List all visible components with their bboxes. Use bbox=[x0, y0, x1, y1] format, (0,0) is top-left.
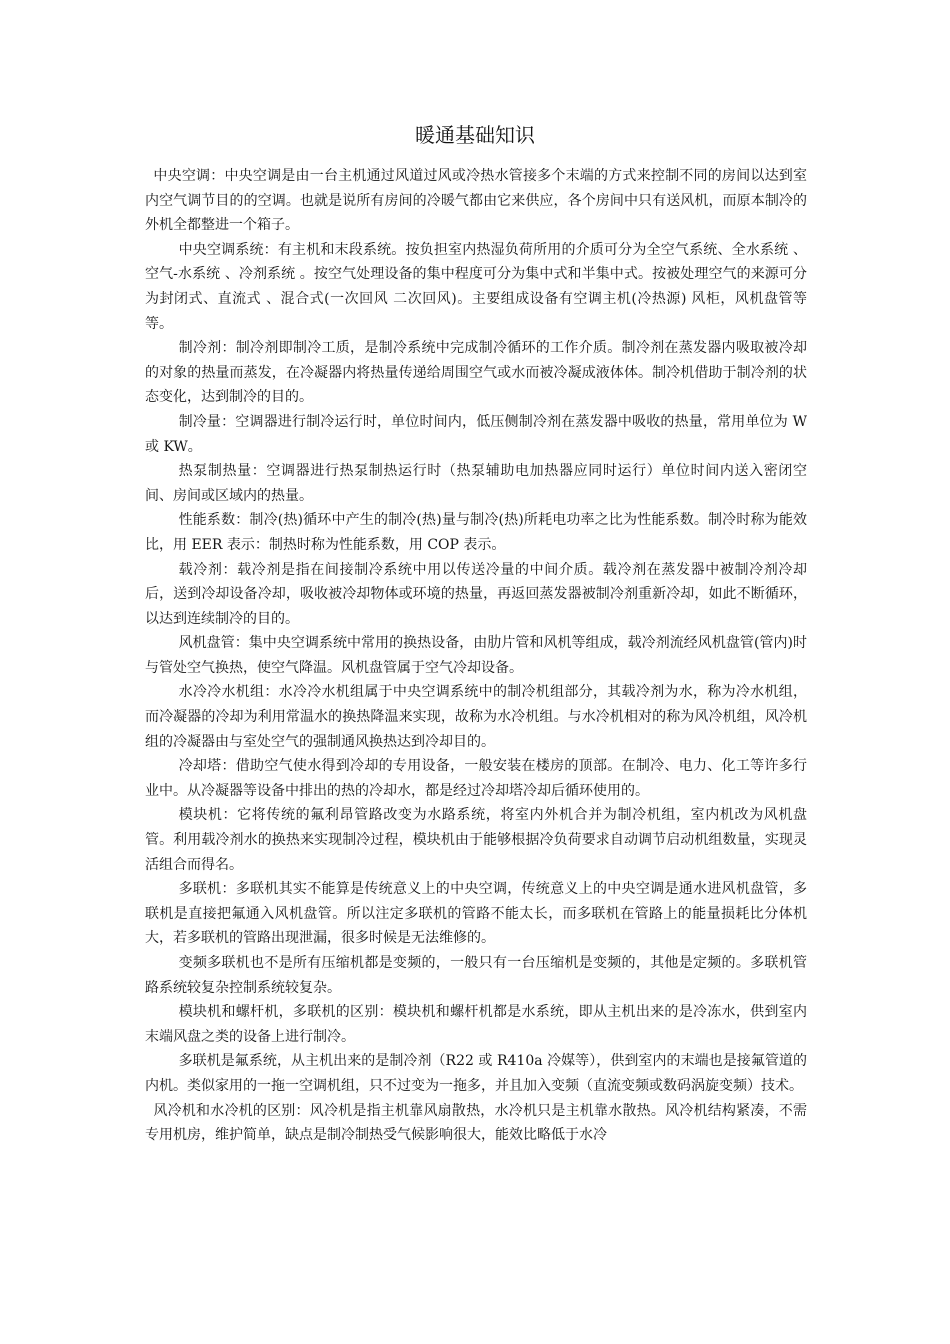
paragraph: 制冷量：空调器进行制冷运行时，单位时间内，低压侧制冷剂在蒸发器中吸收的热量，常用单位为 W 或 KW。 bbox=[145, 413, 807, 455]
document-title: 暖通基础知识 bbox=[415, 123, 535, 147]
paragraph: 载冷剂：载冷剂是指在间接制冷系统中用以传送冷量的中间介质。载冷剂在蒸发器中被制冷剂冷却后，送到冷却设备冷却，吸收被冷却物体或环境的热量，再返回蒸发器被制冷剂重新冷却，如此不断循环，以达到连续制冷的目的。 bbox=[145, 561, 807, 627]
paragraph: 中央空调系统：有主机和末段系统。按负担室内热湿负荷所用的介质可分为全空气系统、全水系统 、空气-水系统 、冷剂系统 。按空气处理设备的集中程度可分为集中式和半集中式。按被处理空气的来源可分为封闭式、直流式 、混合式(一次回风 二次回风)。主要组成设备有空调主机(冷热源) 风柜，风机盘管等等。 bbox=[145, 241, 807, 332]
paragraph: 热泵制热量：空调器进行热泵制热运行时（热泵辅助电加热器应同时运行）单位时间内送入密闭空间、房间或区域内的热量。 bbox=[145, 463, 807, 504]
document-body bbox=[145, 164, 807, 1148]
paragraph: 风冷机和水冷机的区别：风冷机是指主机靠风扇散热，水冷机只是主机靠水散热。风冷机结构紧凑，不需专用机房，维护简单，缺点是制冷制热受气候影响很大，能效比略低于水冷 bbox=[145, 1102, 807, 1144]
paragraph: 多联机：多联机其实不能算是传统意义上的中央空调，传统意义上的中央空调是通水进风机盘管，多联机是直接把氟通入风机盘管。所以注定多联机的管路不能太长，而多联机在管路上的能量损耗比分体机大，若多联机的管路出现泄漏，很多时候是无法维修的。 bbox=[145, 881, 807, 947]
paragraph: 中央空调：中央空调是由一台主机通过风道过风或冷热水管接多个末端的方式来控制不同的房间以达到室内空气调节目的的空调。也就是说所有房间的冷暖气都由它来供应，各个房间中只有送风机，而原本制冷的外机全都整进一个箱子。 bbox=[145, 168, 807, 234]
paragraph: 性能系数：制冷(热)循环中产生的制冷(热)量与制冷(热)所耗电功率之比为性能系数。制冷时称为能效比，用 EER 表示：制热时称为性能系数，用 COP 表示。 bbox=[145, 512, 807, 553]
paragraph: 变频多联机也不是所有压缩机都是变频的，一般只有一台压缩机是变频的，其他是定频的。多联机管路系统较复杂控制系统较复杂。 bbox=[145, 955, 807, 996]
paragraph: 多联机是氟系统，从主机出来的是制冷剂（R22 或 R410a 冷媒等），供到室内的末端也是接氟管道的内机。类似家用的一拖一空调机组，只不过变为一拖多，并且加入变频（直流变频或数码涡旋变频）技术。 bbox=[145, 1053, 807, 1094]
paragraph: 制冷剂：制冷剂即制冷工质，是制冷系统中完成制冷循环的工作介质。制冷剂在蒸发器内吸取被冷却的对象的热量而蒸发，在冷凝器内将热量传递给周围空气或水而被冷凝成液体体。制冷机借助于制冷剂的状态变化，达到制冷的目的。 bbox=[145, 340, 807, 406]
paragraph: 模块机：它将传统的氟利昂管路改变为水路系统，将室内外机合并为制冷机组，室内机改为风机盘管。利用载冷剂水的换热来实现制冷过程，模块机由于能够根据冷负荷要求自动调节启动机组数量，实现灵活组合而得名。 bbox=[145, 807, 807, 873]
paragraph: 冷却塔：借助空气使水得到冷却的专用设备，一般安装在楼房的顶部。在制冷、电力、化工等许多行业中。从冷凝器等设备中排出的热的冷却水，都是经过冷却塔冷却后循环使用的。 bbox=[145, 758, 807, 799]
paragraph: 模块机和螺杆机，多联机的区别：模块机和螺杆机都是水系统，即从主机出来的是冷冻水，供到室内末端风盘之类的设备上进行制冷。 bbox=[145, 1004, 807, 1045]
paragraph: 风机盘管：集中央空调系统中常用的换热设备，由肋片管和风机等组成，载冷剂流经风机盘管(管内)时与管处空气换热，使空气降温。风机盘管属于空气冷却设备。 bbox=[145, 635, 807, 676]
paragraph: 水冷冷水机组：水冷冷水机组属于中央空调系统中的制冷机组部分，其载冷剂为水，称为冷水机组，而冷凝器的冷却为利用常温水的换热降温来实现，故称为水冷机组。与水冷机相对的称为风冷机组，风冷机组的冷凝器由与室处空气的强制通风换热达到冷却目的。 bbox=[145, 684, 807, 750]
